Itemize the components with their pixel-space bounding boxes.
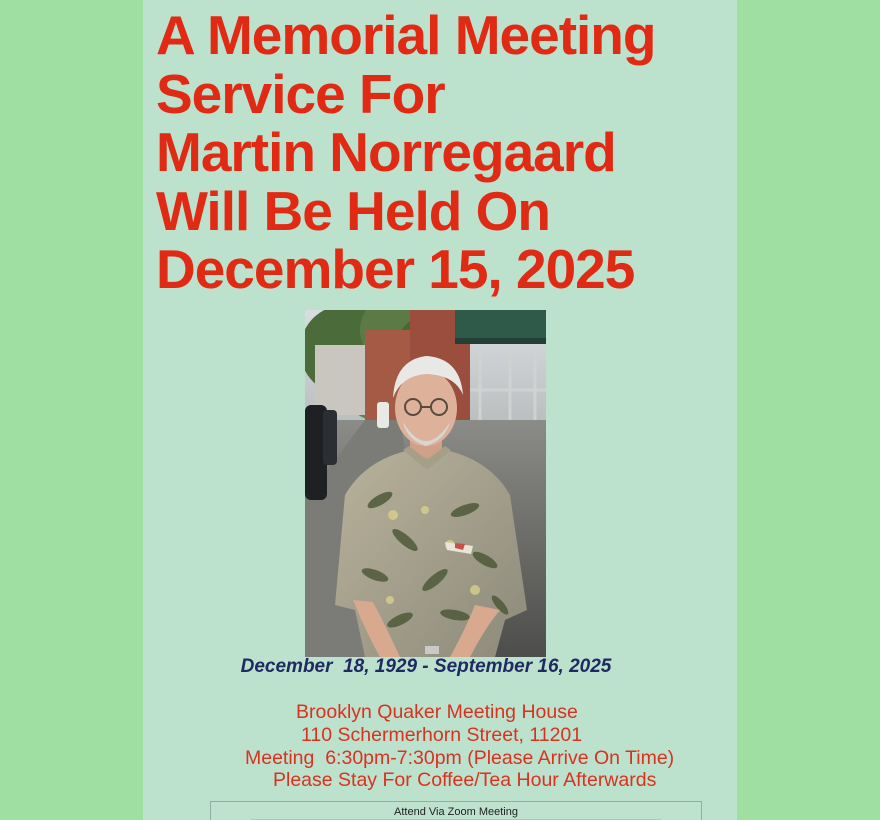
coffee-hour-note: Please Stay For Coffee/Tea Hour Afterwards — [273, 769, 657, 791]
venue-address: 110 Schermerhorn Street, 11201 — [301, 724, 583, 746]
headline-line-1: A Memorial Meeting — [156, 4, 656, 66]
headline-line-3: Martin Norregaard — [156, 121, 616, 183]
zoom-info-box — [210, 801, 702, 820]
memorial-headline — [156, 6, 734, 299]
life-dates: December 18, 1929 - September 16, 2025 — [240, 656, 612, 677]
portrait-photo — [305, 310, 546, 657]
memorial-notice-page — [143, 0, 737, 820]
meeting-time: Meeting 6:30pm-7:30pm (Please Arrive On Time) — [245, 747, 675, 769]
headline-line-2: Service For — [156, 62, 445, 125]
headline-line-5: December 15, 2025 — [156, 238, 635, 300]
headline-line-4: Will Be Held On — [156, 179, 550, 242]
venue-name: Brooklyn Quaker Meeting House — [296, 701, 578, 723]
zoom-title: Attend Via Zoom Meeting — [394, 806, 518, 818]
